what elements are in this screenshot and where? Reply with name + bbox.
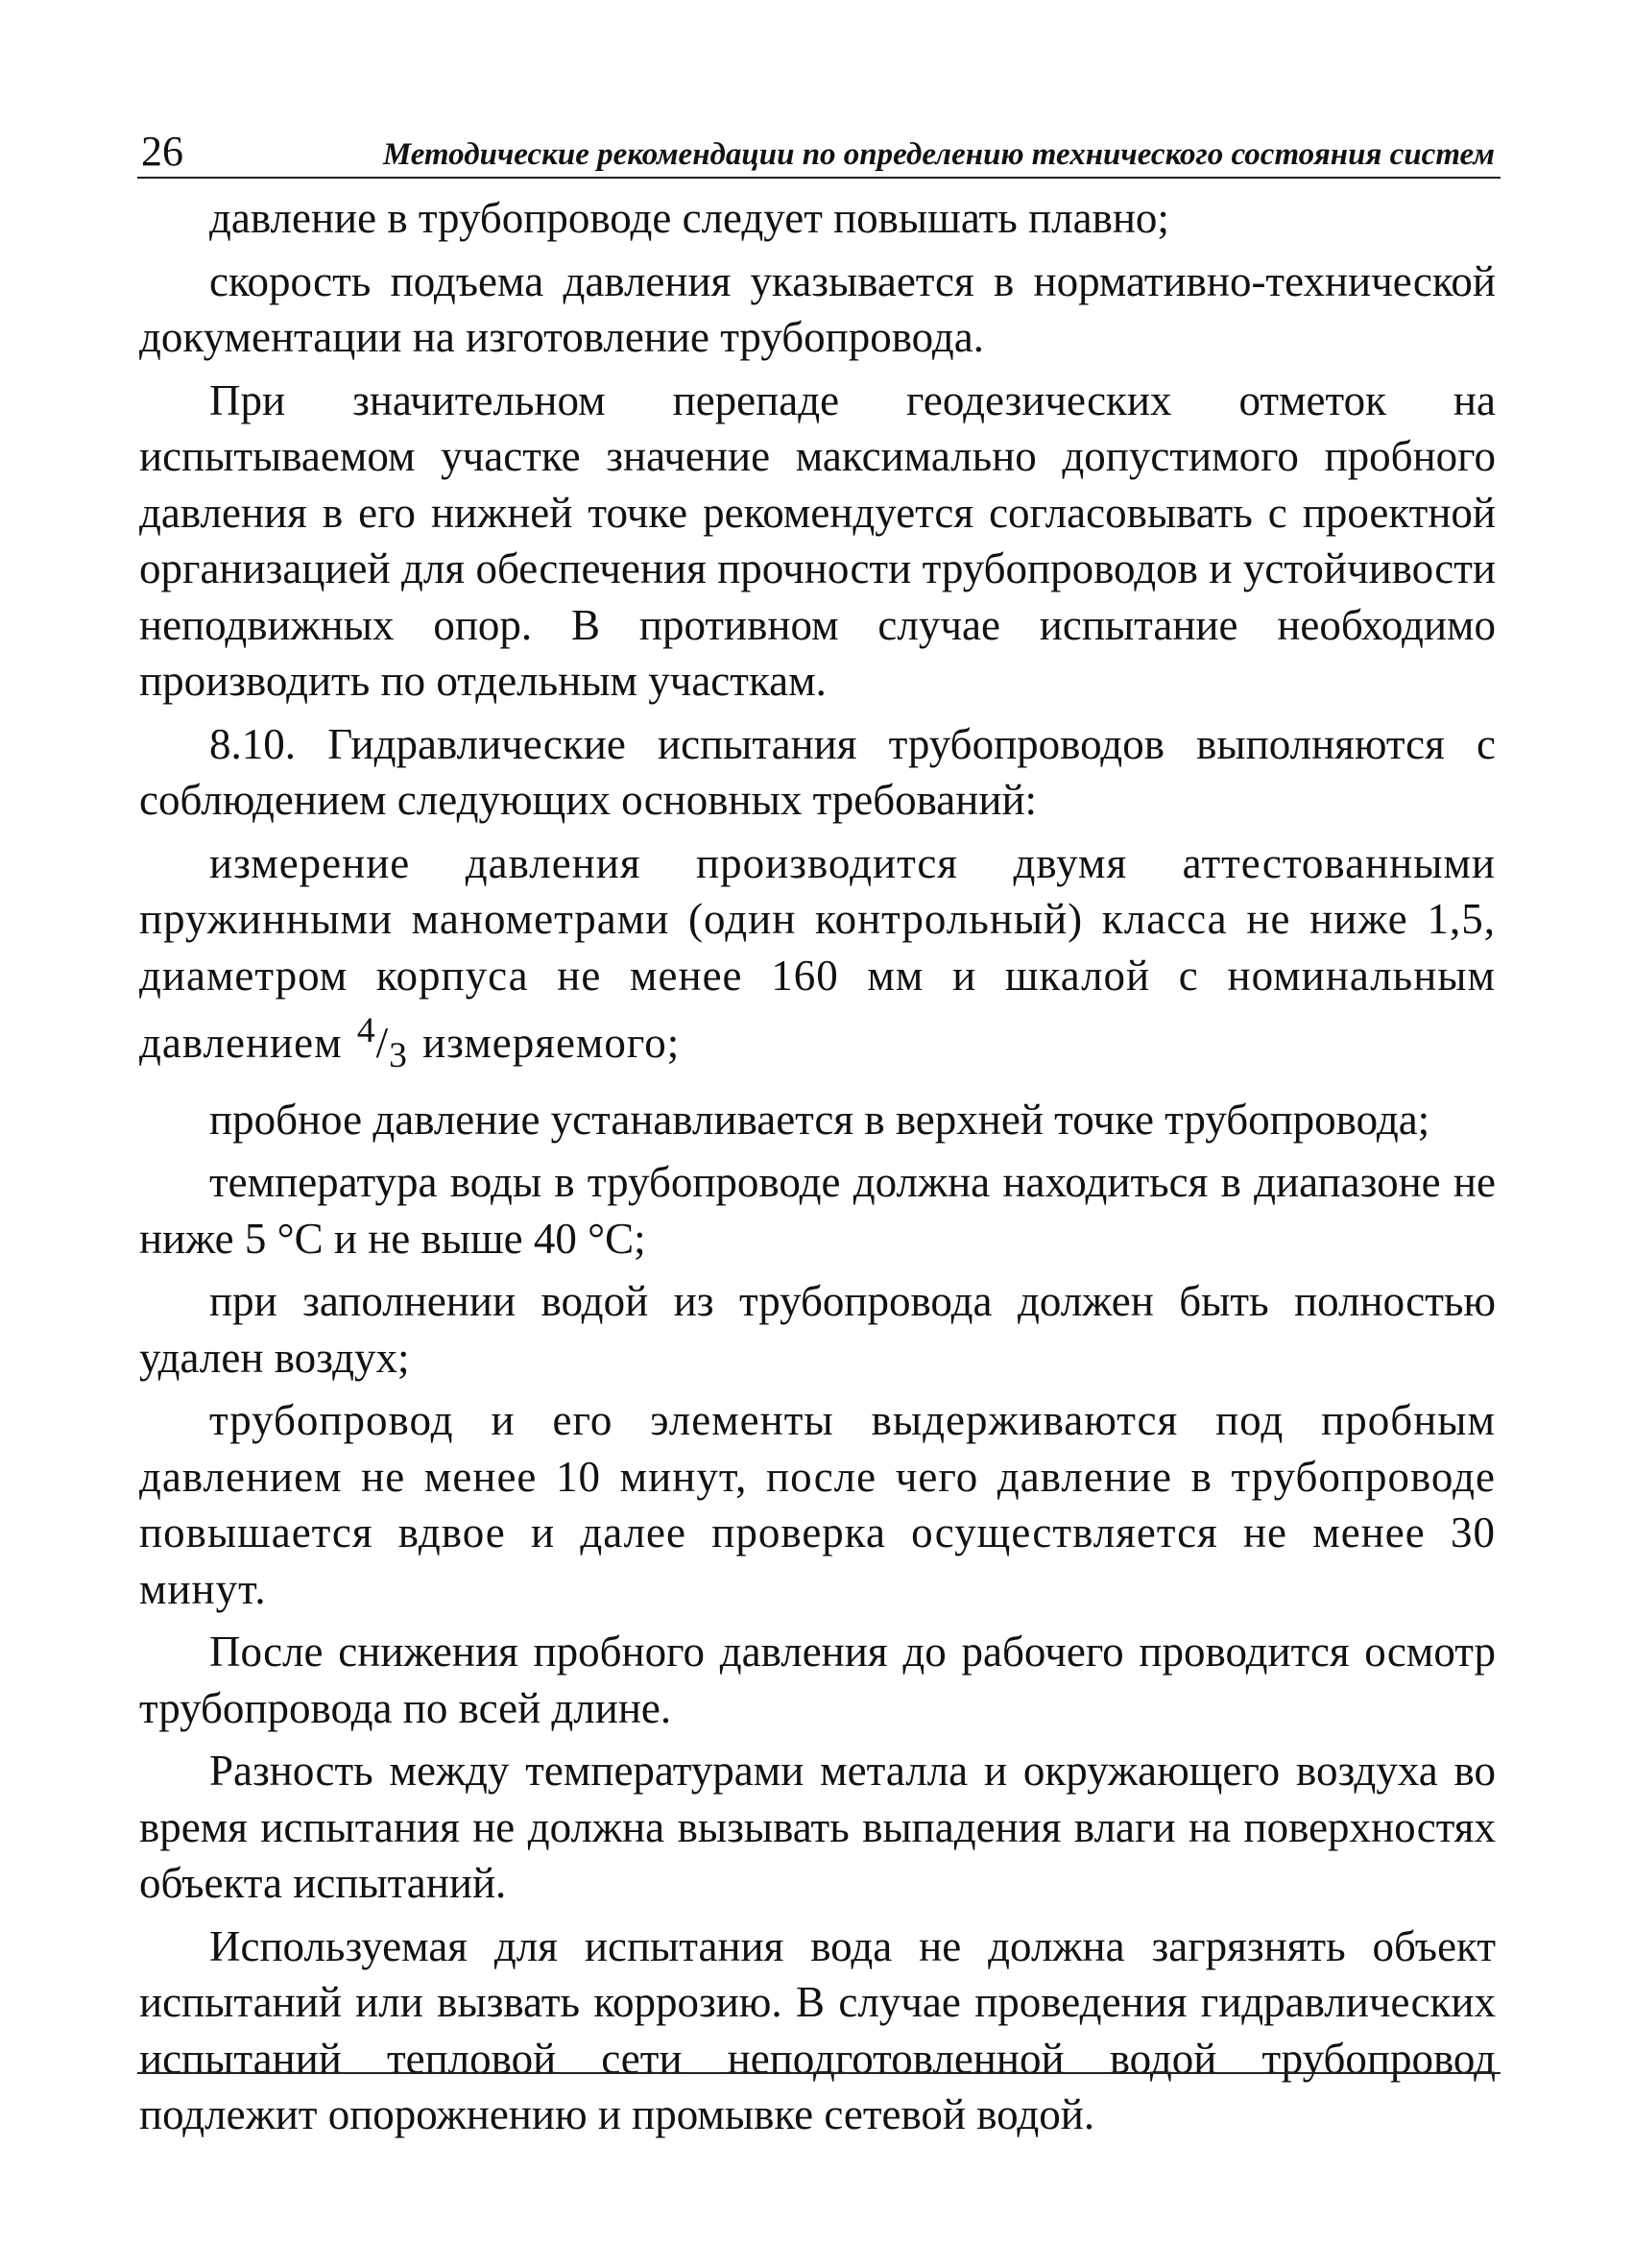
- paragraph-geodesic-drop: При значительном перепаде геодезических отметок на испытываемом участке значение максимально допустимого пробного давления в его нижней точке рекомендуется согласовывать с проектной организацией для обеспечения прочности трубопроводов и устойчивости неподвижных опор. В противном случае испытание необходимо производить по отдельным участкам.: [139, 375, 1496, 705]
- fraction-numerator: 4: [356, 1011, 376, 1050]
- fraction-slash: /: [375, 1019, 390, 1067]
- paragraph-pressure-smooth: давление в трубопроводе следует повышать плавно;: [209, 194, 1169, 242]
- page-number: 26: [141, 128, 183, 175]
- running-title: Методические рекомендации по определению технического состояния систем: [382, 137, 1495, 172]
- paragraph-inspection: После снижения пробного давления до рабочего проводится осмотр трубопровода по всей длине.: [139, 1628, 1496, 1732]
- fraction-denominator: 3: [389, 1036, 408, 1075]
- paragraph-water-temperature: температура воды в трубопроводе должна находиться в диапазоне не ниже 5 °С и не выше 40 °С;: [139, 1158, 1496, 1263]
- body-text: [139, 190, 1496, 2150]
- paragraph-test-pressure-point: пробное давление устанавливается в верхней точке трубопровода;: [209, 1095, 1430, 1144]
- paragraph-section-8-10: 8.10. Гидравлические испытания трубопроводов выполняются с соблюдением следующих основных требований:: [139, 719, 1496, 824]
- page-header: [137, 117, 1501, 179]
- paragraph-holding-time: трубопровод и его элементы выдерживаются под пробным давлением не менее 10 минут, после чего давление в трубопроводе повышается вдвое и далее проверка осуществляется не менее 30 минут.: [139, 1396, 1496, 1613]
- paragraph-air-removal: при заполнении водой из трубопровода должен быть полностью удален воздух;: [139, 1277, 1496, 1382]
- paragraph-measurement: [139, 835, 1496, 1085]
- paragraph-temperature-difference: Разность между температурами металла и окружающего воздуха во время испытания не должна вызывать выпадения влаги на поверхностях объекта испытаний.: [139, 1747, 1496, 1907]
- paragraph-pressure-rate: скорость подъема давления указывается в нормативно-технической документации на изготовление трубопровода.: [139, 256, 1496, 361]
- paragraph-water-quality: Используемая для испытания вода не должна загрязнять объект испытаний или вызвать коррозию. В случае проведения гидравлических испытаний тепловой сети неподготовленной водой трубопровод подлежит опорожнению и промывке сетевой водой.: [139, 1921, 1496, 2138]
- measurement-text-end: измеряемого;: [422, 1019, 681, 1067]
- measurement-text: измерение давления производится двумя аттестованными пружинными манометрами (один контрольный) класса не ниже 1,5, диаметром корпуса не менее 160 мм и шкалой с номинальным давлением: [139, 838, 1496, 1067]
- bottom-rule: [137, 2072, 1501, 2074]
